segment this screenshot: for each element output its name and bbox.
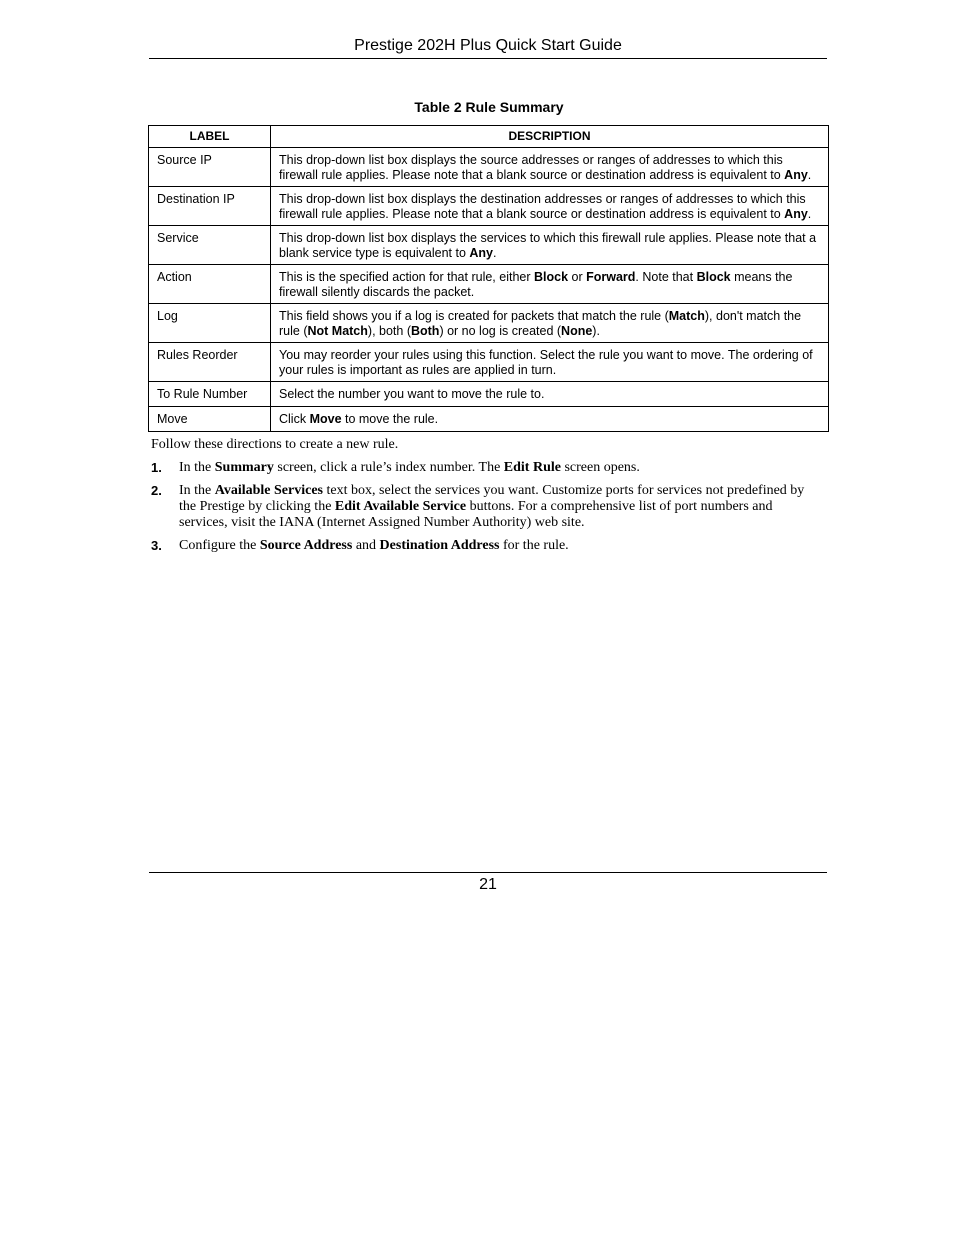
text-run: to move the rule. xyxy=(341,412,439,426)
text-run: . xyxy=(493,245,497,260)
row-label: Source IP xyxy=(149,148,271,187)
row-label: Log xyxy=(149,304,271,343)
bold-term: Block xyxy=(696,270,731,284)
text-run: ). xyxy=(592,323,600,338)
text-run: Select the number you want to move the rule to. xyxy=(279,387,545,401)
row-label: Destination IP xyxy=(149,187,271,226)
column-header-label: LABEL xyxy=(149,126,271,148)
row-description xyxy=(271,226,829,265)
text-run: ) or no log is created ( xyxy=(439,323,562,338)
intro-paragraph: Follow these directions to create a new rule. xyxy=(151,437,399,452)
row-description xyxy=(271,382,829,407)
row-description xyxy=(271,343,829,382)
text-run: In the xyxy=(179,460,215,475)
row-label: Rules Reorder xyxy=(149,343,271,382)
text-run: ), both ( xyxy=(367,323,411,338)
steps-list xyxy=(151,460,811,561)
table-row xyxy=(149,187,829,226)
bold-term: Source Address xyxy=(259,538,353,553)
row-description xyxy=(271,148,829,187)
bold-term: Any xyxy=(469,245,494,260)
column-header-description: DESCRIPTION xyxy=(271,126,829,148)
bold-term: Edit Rule xyxy=(503,460,561,475)
bold-term: None xyxy=(561,323,593,338)
table-row xyxy=(149,148,829,187)
text-run: This drop-down list box displays the source addresses or ranges of addresses to which this firewall rule applies. Please note that a blank source or destination address is equivalent to xyxy=(279,153,785,182)
table-row xyxy=(149,265,829,304)
row-label: To Rule Number xyxy=(149,382,271,407)
row-description xyxy=(271,407,829,432)
table-row xyxy=(149,382,829,407)
step-text xyxy=(179,483,804,530)
row-description xyxy=(271,304,829,343)
table-row xyxy=(149,407,829,432)
text-run: screen, click a rule’s index number. The xyxy=(273,460,504,475)
table-row xyxy=(149,304,829,343)
table-header-row xyxy=(149,126,829,148)
table-caption: Table 2 Rule Summary xyxy=(414,99,564,115)
text-run: Click xyxy=(279,412,310,426)
step-number: 3. xyxy=(151,538,162,553)
table-row xyxy=(149,343,829,382)
text-run: . Note that xyxy=(635,270,697,284)
text-run: This drop-down list box displays the destination addresses or ranges of addresses to which this firewall rule applies. Please note that a blank source or destination address is equivalent to xyxy=(279,192,806,221)
bold-term: Forward xyxy=(586,270,636,284)
step-text xyxy=(179,538,569,553)
step-number: 1. xyxy=(151,460,162,475)
text-run: This field shows you if a log is created for packets that match the rule ( xyxy=(279,309,669,323)
text-run: You may reorder your rules using this function. Select the rule you want to move. The ordering of your rules is important as rules are applied in turn. xyxy=(279,348,813,377)
step-item xyxy=(151,460,811,476)
text-run: means the firewall silently discards the packet. xyxy=(279,270,793,299)
table-row xyxy=(149,226,829,265)
row-label: Move xyxy=(149,407,271,432)
step-number: 2. xyxy=(151,483,162,498)
bold-term: Any xyxy=(784,206,808,221)
step-text xyxy=(179,460,640,475)
text-run: text box, select the services you want. Customize ports for services not predefined by the Prestige by clicking the xyxy=(179,483,805,514)
bold-term: Not Match xyxy=(307,323,368,338)
text-run: . xyxy=(807,206,812,221)
text-run: ), don't match the rule ( xyxy=(279,309,802,338)
rule-summary-table xyxy=(148,125,829,432)
text-run: and xyxy=(352,538,380,553)
text-run: In the xyxy=(179,483,215,498)
bold-term: Match xyxy=(668,309,705,323)
bold-term: Any xyxy=(784,167,808,182)
bold-term: Move xyxy=(309,412,342,426)
text-run: This drop-down list box displays the services to which this firewall rule applies. Please note that a blank service type is equivalent to xyxy=(279,231,817,260)
text-run: for the rule. xyxy=(499,538,569,553)
page-number: 21 xyxy=(149,872,827,895)
bold-term: Block xyxy=(534,270,569,284)
step-item xyxy=(151,538,811,554)
bold-term: Edit Available Service xyxy=(334,499,467,514)
bold-term: Destination Address xyxy=(379,538,500,553)
row-description xyxy=(271,187,829,226)
text-run: . xyxy=(807,167,812,182)
bold-term: Summary xyxy=(214,460,274,475)
text-run: This is the specified action for that rule, either xyxy=(279,270,534,284)
bold-term: Available Services xyxy=(214,483,323,498)
row-label: Service xyxy=(149,226,271,265)
step-item xyxy=(151,483,811,531)
row-description xyxy=(271,265,829,304)
text-run: Configure the xyxy=(179,538,260,553)
bold-term: Both xyxy=(410,323,440,338)
page-header-title: Prestige 202H Plus Quick Start Guide xyxy=(149,36,827,59)
text-run: buttons. For a comprehensive list of port numbers and services, visit the IANA (Internet Assigned Number Authority) web site. xyxy=(179,499,773,530)
text-run: or xyxy=(568,270,587,284)
text-run: screen opens. xyxy=(560,460,640,475)
row-label: Action xyxy=(149,265,271,304)
